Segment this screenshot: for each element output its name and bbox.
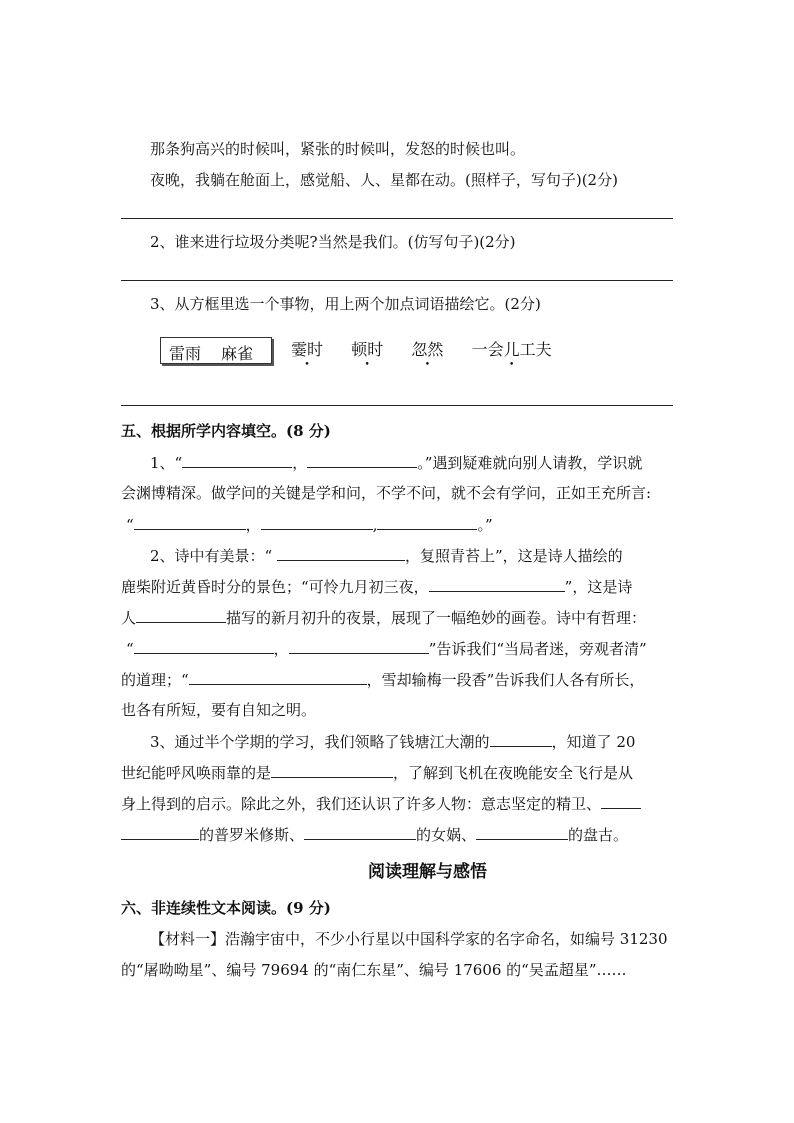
answer-line-1[interactable] — [121, 218, 673, 219]
blank-11[interactable] — [189, 669, 367, 685]
answer-line-3[interactable] — [121, 405, 673, 406]
word-box — [160, 337, 272, 364]
blank-6[interactable] — [277, 545, 405, 561]
blank-15[interactable] — [121, 824, 199, 840]
q5-p2-line4: “ ， ”告诉我们“当局者迷，旁观者清” — [126, 640, 647, 658]
q5-p3-line3: 身上得到的启示。除此之外，我们还认识了许多人物：意志坚定的精卫、 — [121, 793, 641, 814]
q5-p3-line4: 的普罗米修斯、 的女娲、 的盘古。 — [121, 824, 628, 845]
q5-p3-line1: 3、通过半个学期的学习，我们领略了钱塘江大潮的 ，知道了 20 — [150, 733, 636, 751]
answer-line-2[interactable] — [121, 280, 673, 281]
q4-item-2: 2、谁来进行垃圾分类呢?当然是我们。(仿写句子)(2分) — [150, 233, 516, 251]
q4-item-3: 3、从方框里选一个事物，用上两个加点词语描绘它。(2分) — [150, 295, 541, 313]
q5-title: 五、根据所学内容填空。(8 分) — [121, 422, 331, 440]
box-word-2: 麻雀 — [221, 344, 254, 363]
q5-p3-line2: 世纪能呼风唤雨靠的是 ，了解到飞机在夜晚能安全飞行是从 — [121, 764, 634, 782]
dotted-word-4: 一会儿工夫 • — [472, 340, 552, 359]
q6-title: 六、非连续性文本阅读。(9 分) — [121, 899, 331, 917]
blank-14[interactable] — [601, 793, 641, 809]
q5-p1-line3: “ ， , 。” — [126, 516, 493, 534]
q5-p2-line1: 2、诗中有美景：“ ，复照青苔上”，这是诗人描绘的 — [150, 547, 623, 565]
blank-4[interactable] — [261, 514, 373, 530]
blank-8[interactable] — [136, 607, 226, 623]
blank-3[interactable] — [134, 514, 246, 530]
q5-p2-line5: 的道理；“ ，雪却输梅一段香”告诉我们人各有所长， — [121, 671, 645, 689]
section-heading: 阅读理解与感悟 — [368, 862, 487, 882]
blank-10[interactable] — [289, 638, 429, 654]
dotted-word-1: 霎时 — [291, 340, 324, 359]
blank-5[interactable] — [377, 514, 477, 530]
q5-p2-line2: 鹿柴附近黄昏时分的景色；“可怜九月初三夜， ”，这是诗 — [121, 578, 633, 596]
blank-2[interactable] — [307, 452, 417, 468]
q5-p1-line2: 会渊博精深。做学问的关键是学和问，不学不问，就不会有学问，正如王充所言: — [121, 484, 652, 502]
q5-p2-line6: 也各有所短，要有自知之明。 — [121, 701, 317, 719]
q6-material-line2: 的“屠呦呦星”、编号 79694 的“南仁东星”、编号 17606 的“吴孟超星”…… — [121, 961, 627, 979]
blank-1[interactable] — [182, 452, 292, 468]
dotted-word-2: 顿时 — [351, 340, 384, 359]
blank-13[interactable] — [271, 762, 393, 778]
q6-material-line1: 【材料一】浩瀚宇宙中，不少小行星以中国科学家的名字命名，如编号 31230 — [150, 930, 668, 948]
blank-9[interactable] — [134, 638, 274, 654]
q5-p2-line3: 人 描写的新月初升的夜景，展现了一幅绝妙的画卷。诗中有哲理： — [121, 609, 647, 627]
dotted-word-list — [291, 340, 552, 360]
blank-16[interactable] — [304, 824, 416, 840]
dotted-word-3: 忽然 — [411, 340, 444, 359]
blank-12[interactable] — [490, 731, 552, 747]
example-sentence-1: 那条狗高兴的时候叫，紧张的时候叫，发怒的时候也叫。 — [150, 140, 526, 158]
blank-17[interactable] — [476, 824, 568, 840]
q5-p1-line1: 1、“ ， 。”遇到疑难就向别人请教，学识就 — [150, 454, 643, 472]
box-word-1: 雷雨 — [169, 344, 202, 363]
example-sentence-2: 夜晚，我躺在舱面上，感觉船、人、星都在动。(照样子，写句子)(2分) — [150, 171, 618, 189]
blank-7[interactable] — [429, 576, 565, 592]
